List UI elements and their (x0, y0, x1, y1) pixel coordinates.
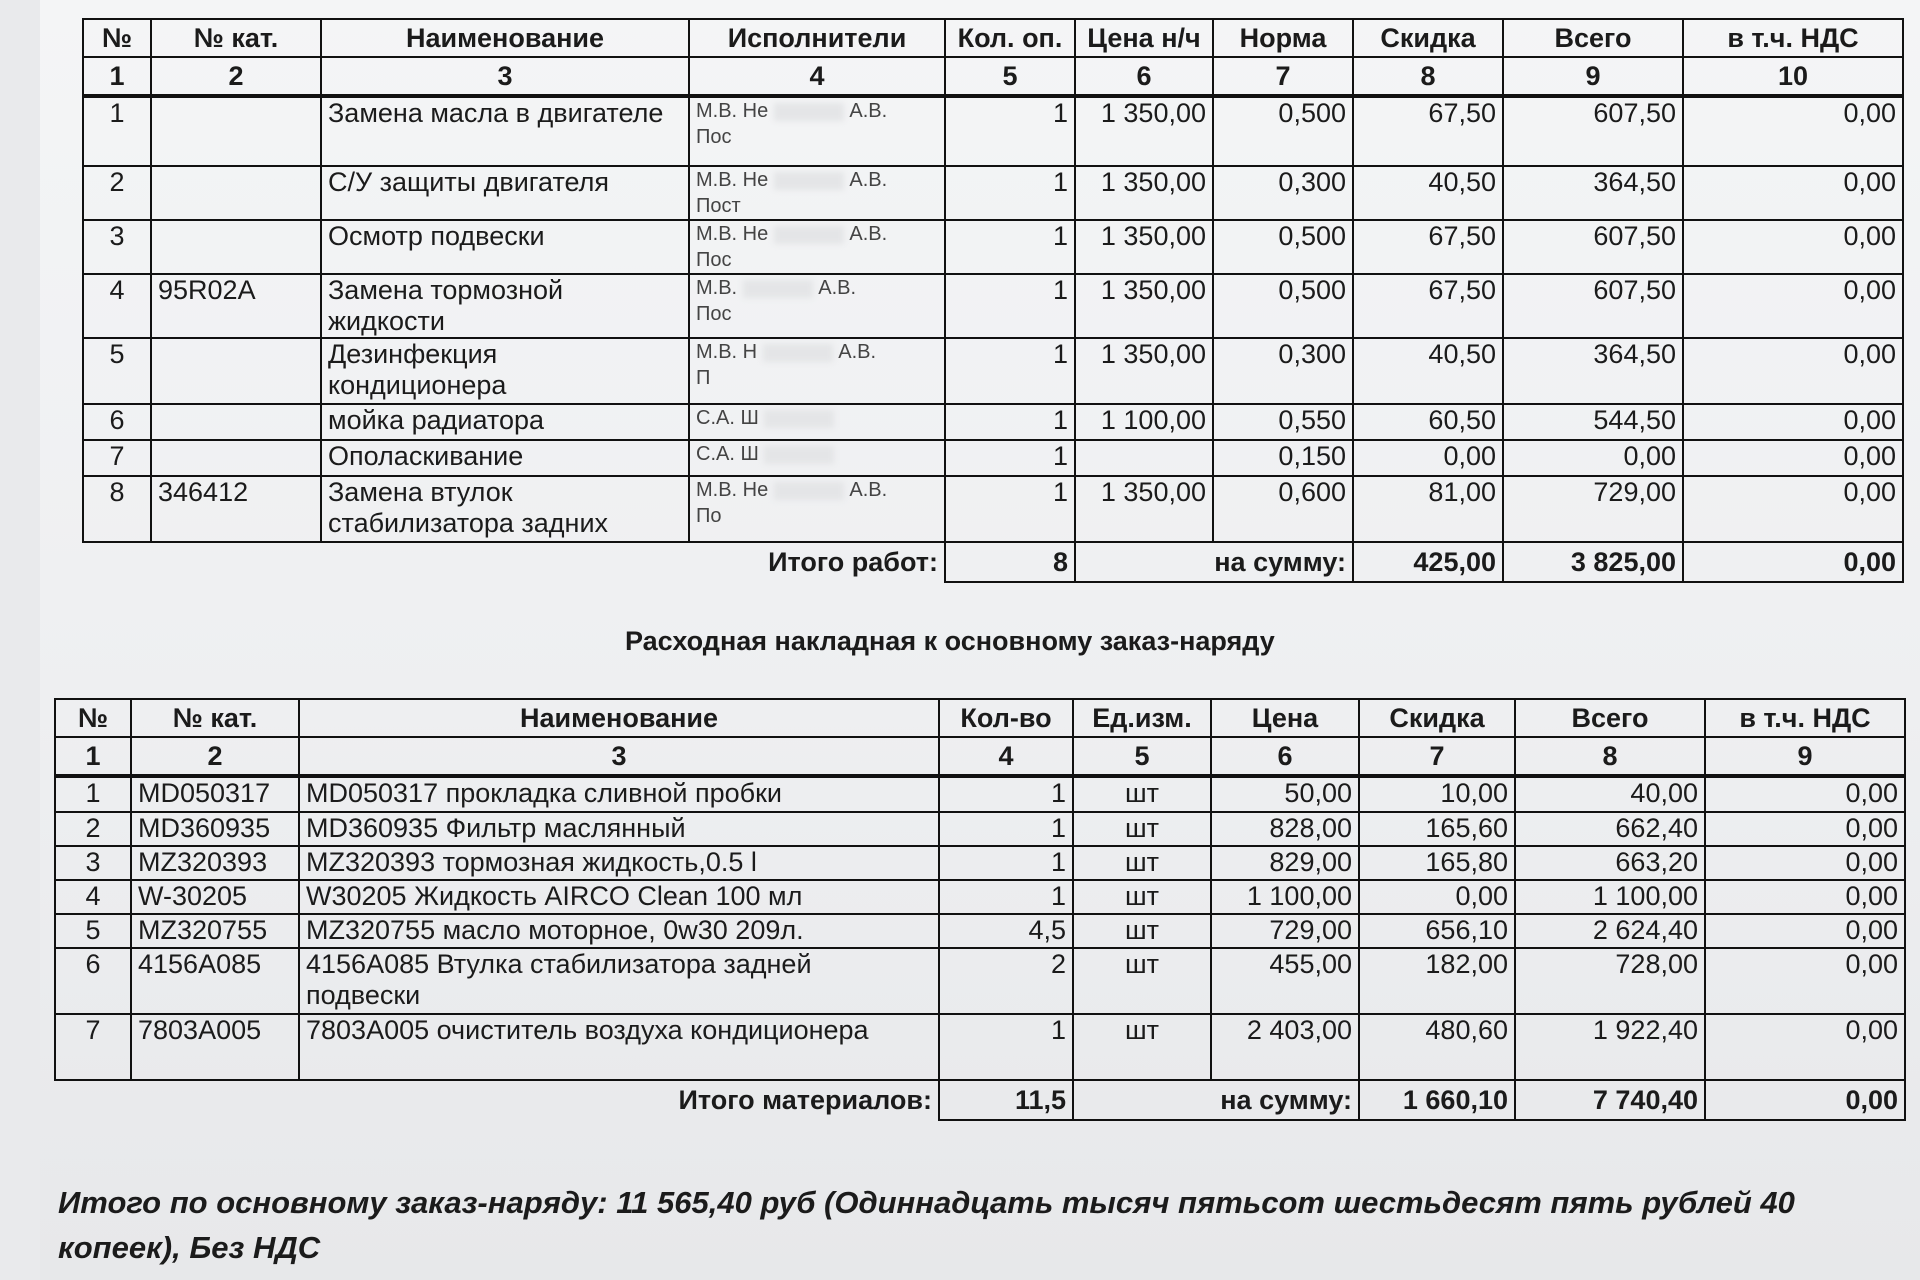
column-number: 3 (321, 57, 689, 96)
materials-row (55, 880, 1905, 914)
discount: 182,00 (1359, 948, 1515, 1014)
work-name: Ополаскивание (321, 440, 689, 476)
material-name: 7803A005 очиститель воздуха кондиционера (299, 1014, 939, 1080)
row-number: 2 (55, 812, 131, 846)
vat-amount: 0,00 (1683, 476, 1903, 542)
materials-header-cell: № кат. (131, 699, 299, 737)
norm-hours: 0,500 (1213, 274, 1353, 338)
works-total-vat: 0,00 (1683, 542, 1903, 582)
unit: шт (1073, 914, 1211, 948)
column-number: 1 (55, 737, 131, 776)
discount: 67,50 (1353, 96, 1503, 166)
column-number: 1 (83, 57, 151, 96)
materials-header-cell: в т.ч. НДС (1705, 699, 1905, 737)
column-number: 6 (1075, 57, 1213, 96)
works-total-row (83, 542, 1903, 582)
executor-initials: А.В. (849, 223, 888, 245)
redaction-blur (763, 344, 833, 362)
hour-price: 1 350,00 (1075, 338, 1213, 404)
materials-table (54, 698, 1906, 1121)
hour-price: 1 350,00 (1075, 476, 1213, 542)
row-number: 8 (83, 476, 151, 542)
vat-amount: 0,00 (1705, 776, 1905, 812)
catalog-number: MD050317 (131, 776, 299, 812)
row-number: 7 (55, 1014, 131, 1080)
redaction-blur (764, 410, 834, 428)
catalog-number (151, 220, 321, 274)
works-total-amount: 3 825,00 (1503, 542, 1683, 582)
catalog-number: MD360935 (131, 812, 299, 846)
work-name: Замена втулок стабилизатора задних (321, 476, 689, 542)
hour-price: 1 350,00 (1075, 274, 1213, 338)
redaction-blur (764, 446, 834, 464)
unit: шт (1073, 948, 1211, 1014)
catalog-number: 7803A005 (131, 1014, 299, 1080)
materials-row (55, 846, 1905, 880)
materials-row (55, 1014, 1905, 1080)
materials-header-cell: Кол-во (939, 699, 1073, 737)
works-header-cell: Норма (1213, 19, 1353, 57)
work-name: С/У защиты двигателя (321, 166, 689, 220)
row-number: 3 (55, 846, 131, 880)
vat-amount: 0,00 (1683, 96, 1903, 166)
material-name: W30205 Жидкость AIRCO Clean 100 мл (299, 880, 939, 914)
norm-hours: 0,550 (1213, 404, 1353, 440)
unit: шт (1073, 846, 1211, 880)
works-header-cell: № кат. (151, 19, 321, 57)
materials-table-body (55, 776, 1905, 1080)
document-sheet (40, 0, 1920, 1280)
works-total-qty: 8 (945, 542, 1075, 582)
executor-initials: А.В. (849, 479, 888, 501)
executor-initials: А.В. (849, 169, 888, 191)
materials-header-cell: № (55, 699, 131, 737)
total-amount: 728,00 (1515, 948, 1705, 1014)
material-name: MD050317 прокладка сливной пробки (299, 776, 939, 812)
materials-header-cell: Ед.изм. (1073, 699, 1211, 737)
column-number: 9 (1503, 57, 1683, 96)
row-number: 1 (55, 776, 131, 812)
catalog-number: W-30205 (131, 880, 299, 914)
works-table (82, 18, 1904, 583)
vat-amount: 0,00 (1683, 404, 1903, 440)
vat-amount: 0,00 (1705, 812, 1905, 846)
quantity: 1 (939, 776, 1073, 812)
operations-count: 1 (945, 338, 1075, 404)
discount: 0,00 (1353, 440, 1503, 476)
vat-amount: 0,00 (1683, 440, 1903, 476)
catalog-number: 95R02A (151, 274, 321, 338)
price: 829,00 (1211, 846, 1359, 880)
works-header-cell: Скидка (1353, 19, 1503, 57)
works-column-number-row (83, 57, 1903, 96)
total-amount: 607,50 (1503, 220, 1683, 274)
redaction-blur (774, 226, 844, 244)
quantity: 2 (939, 948, 1073, 1014)
material-name: MZ320755 масло моторное, 0w30 209л. (299, 914, 939, 948)
quantity: 1 (939, 1014, 1073, 1080)
hour-price: 1 350,00 (1075, 166, 1213, 220)
catalog-number (151, 404, 321, 440)
norm-hours: 0,300 (1213, 338, 1353, 404)
materials-row (55, 776, 1905, 812)
operations-count: 1 (945, 166, 1075, 220)
catalog-number: 346412 (151, 476, 321, 542)
works-total-label: Итого работ: (83, 542, 945, 582)
row-number: 6 (55, 948, 131, 1014)
order-summary: Итого по основному заказ-наряду: 11 565,40 руб (Одиннадцать тысяч пятьсот шестьдесят пять рублей 40 копеек), Без НДС (58, 1185, 1795, 1265)
discount: 10,00 (1359, 776, 1515, 812)
discount: 81,00 (1353, 476, 1503, 542)
price: 828,00 (1211, 812, 1359, 846)
redaction-blur (774, 482, 844, 500)
quantity: 1 (939, 880, 1073, 914)
discount: 165,60 (1359, 812, 1515, 846)
norm-hours: 0,500 (1213, 220, 1353, 274)
column-number: 3 (299, 737, 939, 776)
operations-count: 1 (945, 476, 1075, 542)
price: 2 403,00 (1211, 1014, 1359, 1080)
work-name: Осмотр подвески (321, 220, 689, 274)
total-amount: 0,00 (1503, 440, 1683, 476)
executor-name: М.В. Не (696, 479, 769, 501)
executor-post: Пос (696, 303, 732, 325)
materials-total-vat: 0,00 (1705, 1080, 1905, 1120)
total-amount: 364,50 (1503, 166, 1683, 220)
total-amount: 1 100,00 (1515, 880, 1705, 914)
unit: шт (1073, 812, 1211, 846)
row-number: 2 (83, 166, 151, 220)
works-row (83, 220, 1903, 274)
price: 729,00 (1211, 914, 1359, 948)
discount: 0,00 (1359, 880, 1515, 914)
operations-count: 1 (945, 220, 1075, 274)
executor-initials: А.В. (849, 100, 888, 122)
material-name: 4156A085 Втулка стабилизатора задней подвески (299, 948, 939, 1014)
quantity: 1 (939, 812, 1073, 846)
discount: 40,50 (1353, 338, 1503, 404)
materials-header-row (55, 699, 1905, 737)
materials-row (55, 812, 1905, 846)
total-amount: 663,20 (1515, 846, 1705, 880)
discount: 656,10 (1359, 914, 1515, 948)
materials-header-cell: Скидка (1359, 699, 1515, 737)
executors-cell (689, 440, 945, 476)
vat-amount: 0,00 (1705, 846, 1905, 880)
executors-cell (689, 166, 945, 220)
hour-price: 1 100,00 (1075, 404, 1213, 440)
works-header-cell: Цена н/ч (1075, 19, 1213, 57)
norm-hours: 0,300 (1213, 166, 1353, 220)
column-number: 10 (1683, 57, 1903, 96)
total-amount: 544,50 (1503, 404, 1683, 440)
executor-post: Пост (696, 195, 741, 217)
discount: 480,60 (1359, 1014, 1515, 1080)
operations-count: 1 (945, 440, 1075, 476)
row-number: 7 (83, 440, 151, 476)
price: 50,00 (1211, 776, 1359, 812)
executors-cell (689, 404, 945, 440)
works-header-cell: Исполнители (689, 19, 945, 57)
redaction-blur (743, 280, 813, 298)
total-amount: 729,00 (1503, 476, 1683, 542)
column-number: 6 (1211, 737, 1359, 776)
unit: шт (1073, 776, 1211, 812)
hour-price: 1 350,00 (1075, 220, 1213, 274)
work-name: мойка радиатора (321, 404, 689, 440)
executor-post: Пос (696, 126, 732, 148)
discount: 60,50 (1353, 404, 1503, 440)
materials-total-qty: 11,5 (939, 1080, 1073, 1120)
works-total-sum-label: на сумму: (1075, 542, 1353, 582)
catalog-number (151, 338, 321, 404)
materials-total-row (55, 1080, 1905, 1120)
row-number: 1 (83, 96, 151, 166)
materials-header-cell: Наименование (299, 699, 939, 737)
materials-row (55, 948, 1905, 1014)
materials-total-sum-label: на сумму: (1073, 1080, 1359, 1120)
materials-row (55, 914, 1905, 948)
catalog-number: 4156A085 (131, 948, 299, 1014)
catalog-number (151, 96, 321, 166)
materials-column-number-row (55, 737, 1905, 776)
work-name: Замена масла в двигателе (321, 96, 689, 166)
material-name: MZ320393 тормозная жидкость,0.5 l (299, 846, 939, 880)
redaction-blur (774, 172, 844, 190)
works-row (83, 338, 1903, 404)
hour-price: 1 350,00 (1075, 96, 1213, 166)
vat-amount: 0,00 (1683, 338, 1903, 404)
works-row (83, 274, 1903, 338)
executor-post: По (696, 505, 722, 527)
column-number: 7 (1213, 57, 1353, 96)
works-header-cell: в т.ч. НДС (1683, 19, 1903, 57)
row-number: 4 (83, 274, 151, 338)
vat-amount: 0,00 (1705, 948, 1905, 1014)
column-number: 2 (151, 57, 321, 96)
executors-cell (689, 220, 945, 274)
vat-amount: 0,00 (1705, 914, 1905, 948)
catalog-number: MZ320755 (131, 914, 299, 948)
total-amount: 1 922,40 (1515, 1014, 1705, 1080)
norm-hours: 0,600 (1213, 476, 1353, 542)
materials-total-amount: 7 740,40 (1515, 1080, 1705, 1120)
catalog-number: MZ320393 (131, 846, 299, 880)
hour-price (1075, 440, 1213, 476)
column-number: 4 (939, 737, 1073, 776)
materials-section-title: Расходная накладная к основному заказ-наряду (625, 626, 1275, 656)
executor-initials: А.В. (838, 341, 877, 363)
row-number: 3 (83, 220, 151, 274)
discount: 67,50 (1353, 220, 1503, 274)
total-amount: 40,00 (1515, 776, 1705, 812)
executor-initials: А.В. (818, 277, 857, 299)
column-number: 2 (131, 737, 299, 776)
row-number: 5 (55, 914, 131, 948)
materials-header-cell: Всего (1515, 699, 1705, 737)
total-amount: 364,50 (1503, 338, 1683, 404)
column-number: 8 (1515, 737, 1705, 776)
materials-header-cell: Цена (1211, 699, 1359, 737)
total-amount: 662,40 (1515, 812, 1705, 846)
column-number: 7 (1359, 737, 1515, 776)
price: 455,00 (1211, 948, 1359, 1014)
total-amount: 607,50 (1503, 274, 1683, 338)
works-row (83, 96, 1903, 166)
executors-cell (689, 476, 945, 542)
norm-hours: 0,500 (1213, 96, 1353, 166)
column-number: 9 (1705, 737, 1905, 776)
row-number: 6 (83, 404, 151, 440)
works-header-cell: Наименование (321, 19, 689, 57)
works-row (83, 166, 1903, 220)
unit: шт (1073, 880, 1211, 914)
executors-cell (689, 274, 945, 338)
row-number: 4 (55, 880, 131, 914)
total-amount: 607,50 (1503, 96, 1683, 166)
catalog-number (151, 440, 321, 476)
column-number: 8 (1353, 57, 1503, 96)
executor-name: М.В. Н (696, 341, 758, 363)
norm-hours: 0,150 (1213, 440, 1353, 476)
vat-amount: 0,00 (1705, 880, 1905, 914)
executor-name: М.В. Не (696, 223, 769, 245)
works-row (83, 440, 1903, 476)
operations-count: 1 (945, 274, 1075, 338)
quantity: 4,5 (939, 914, 1073, 948)
executor-post: П (696, 367, 711, 389)
vat-amount: 0,00 (1683, 274, 1903, 338)
works-header-row (83, 19, 1903, 57)
executor-name: М.В. (696, 277, 738, 299)
material-name: MD360935 Фильтр маслянный (299, 812, 939, 846)
executor-name: М.В. Не (696, 169, 769, 191)
works-header-cell: № (83, 19, 151, 57)
catalog-number (151, 166, 321, 220)
work-name: Замена тормозной жидкости (321, 274, 689, 338)
materials-total-discount: 1 660,10 (1359, 1080, 1515, 1120)
operations-count: 1 (945, 96, 1075, 166)
operations-count: 1 (945, 404, 1075, 440)
price: 1 100,00 (1211, 880, 1359, 914)
works-table-body (83, 96, 1903, 542)
unit: шт (1073, 1014, 1211, 1080)
executor-name: С.А. Ш (696, 407, 759, 429)
quantity: 1 (939, 846, 1073, 880)
vat-amount: 0,00 (1683, 166, 1903, 220)
executor-name: С.А. Ш (696, 443, 759, 465)
redaction-blur (774, 103, 844, 121)
discount: 67,50 (1353, 274, 1503, 338)
discount: 165,80 (1359, 846, 1515, 880)
works-total-discount: 425,00 (1353, 542, 1503, 582)
row-number: 5 (83, 338, 151, 404)
total-amount: 2 624,40 (1515, 914, 1705, 948)
executor-name: М.В. Не (696, 100, 769, 122)
vat-amount: 0,00 (1683, 220, 1903, 274)
works-header-cell: Всего (1503, 19, 1683, 57)
column-number: 4 (689, 57, 945, 96)
column-number: 5 (1073, 737, 1211, 776)
executors-cell (689, 338, 945, 404)
discount: 40,50 (1353, 166, 1503, 220)
works-row (83, 404, 1903, 440)
executor-post: Пос (696, 249, 732, 271)
works-header-cell: Кол. оп. (945, 19, 1075, 57)
vat-amount: 0,00 (1705, 1014, 1905, 1080)
executors-cell (689, 96, 945, 166)
work-name: Дезинфекция кондиционера (321, 338, 689, 404)
column-number: 5 (945, 57, 1075, 96)
materials-total-label: Итого материалов: (55, 1080, 939, 1120)
works-row (83, 476, 1903, 542)
